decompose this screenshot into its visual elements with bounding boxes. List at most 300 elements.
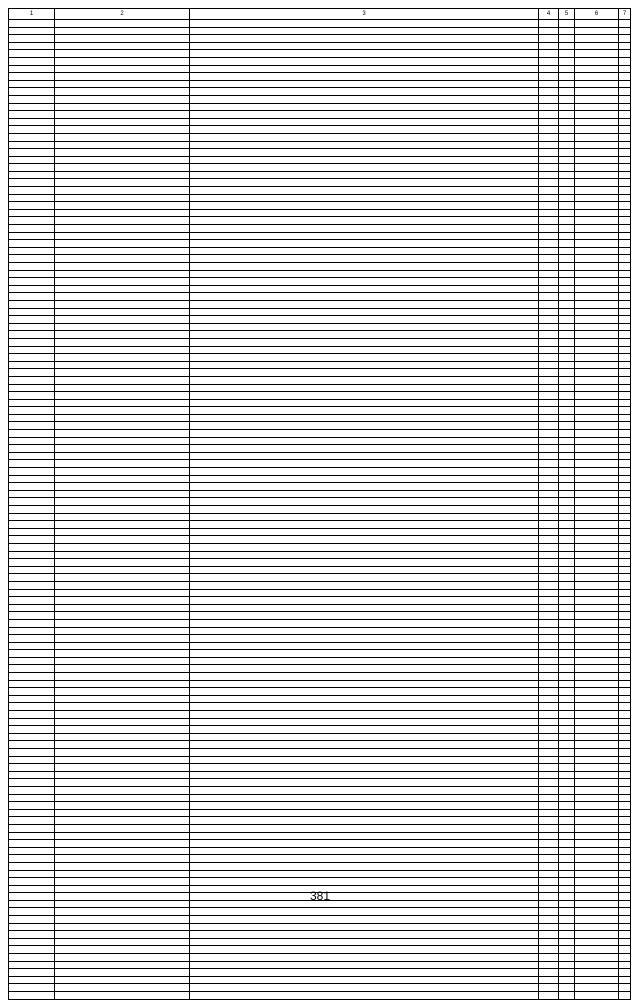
table-cell: [55, 908, 190, 916]
table-cell: [9, 581, 55, 589]
table-cell: [55, 437, 190, 445]
table-cell: [9, 680, 55, 688]
table-cell: [9, 498, 55, 506]
table-cell: [619, 528, 631, 536]
table-cell: [559, 688, 575, 696]
table-cell: [9, 703, 55, 711]
table-cell: [190, 293, 539, 301]
table-row: [9, 543, 631, 551]
table-cell: [619, 680, 631, 688]
table-cell: [619, 657, 631, 665]
table-cell: [55, 938, 190, 946]
table-cell: [9, 217, 55, 225]
table-cell: [190, 840, 539, 848]
table-cell: [55, 878, 190, 886]
table-cell: [9, 802, 55, 810]
table-cell: [9, 133, 55, 141]
table-cell: [619, 536, 631, 544]
table-cell: [190, 794, 539, 802]
table-cell: [619, 718, 631, 726]
table-cell: [190, 536, 539, 544]
table-cell: [55, 597, 190, 605]
table-row: [9, 794, 631, 802]
table-cell: [55, 430, 190, 438]
table-cell: [619, 361, 631, 369]
table-cell: [190, 726, 539, 734]
table-cell: [55, 574, 190, 582]
table-row: [9, 711, 631, 719]
table-cell: [619, 946, 631, 954]
table-row: [9, 255, 631, 263]
table-cell: [55, 824, 190, 832]
table-row: [9, 331, 631, 339]
table-cell: [575, 384, 619, 392]
table-cell: [619, 840, 631, 848]
table-cell: [539, 840, 559, 848]
table-cell: [619, 255, 631, 263]
table-cell: [55, 832, 190, 840]
table-cell: [9, 42, 55, 50]
table-cell: [619, 187, 631, 195]
table-cell: [55, 460, 190, 468]
table-cell: [190, 862, 539, 870]
table-row: [9, 597, 631, 605]
table-cell: [575, 992, 619, 1000]
table-row: [9, 57, 631, 65]
table-cell: [539, 133, 559, 141]
table-cell: [9, 673, 55, 681]
table-cell: [190, 376, 539, 384]
table-cell: [539, 786, 559, 794]
table-cell: [539, 293, 559, 301]
table-cell: [9, 460, 55, 468]
table-cell: [559, 369, 575, 377]
table-cell: [539, 589, 559, 597]
table-cell: [575, 824, 619, 832]
table-cell: [539, 392, 559, 400]
table-cell: [619, 414, 631, 422]
table-cell: [9, 619, 55, 627]
table-cell: [575, 80, 619, 88]
page-number: 381: [309, 889, 331, 903]
table-cell: [575, 111, 619, 119]
table-cell: [619, 118, 631, 126]
table-cell: [190, 430, 539, 438]
table-cell: [619, 149, 631, 157]
table-cell: [539, 756, 559, 764]
table-cell: [539, 399, 559, 407]
table-cell: [575, 870, 619, 878]
table-cell: [55, 931, 190, 939]
table-cell: [190, 817, 539, 825]
table-cell: [55, 589, 190, 597]
table-cell: [575, 581, 619, 589]
table-cell: [539, 179, 559, 187]
table-cell: [9, 809, 55, 817]
table-cell: [9, 27, 55, 35]
table-cell: [539, 20, 559, 28]
table-cell: [190, 483, 539, 491]
table-cell: [619, 855, 631, 863]
table-cell: [619, 346, 631, 354]
table-cell: [190, 57, 539, 65]
table-row: [9, 95, 631, 103]
table-cell: [9, 399, 55, 407]
table-cell: [9, 179, 55, 187]
table-row: [9, 847, 631, 855]
table-row: [9, 460, 631, 468]
table-cell: [55, 187, 190, 195]
table-cell: [55, 513, 190, 521]
table-cell: [190, 855, 539, 863]
table-cell: [9, 392, 55, 400]
table-cell: [9, 376, 55, 384]
table-cell: [539, 612, 559, 620]
table-cell: [190, 392, 539, 400]
table-cell: [539, 832, 559, 840]
table-cell: [559, 65, 575, 73]
table-cell: [9, 35, 55, 43]
table-cell: [55, 475, 190, 483]
table-cell: [559, 217, 575, 225]
table-row: [9, 749, 631, 757]
table-cell: [55, 202, 190, 210]
table-cell: [55, 726, 190, 734]
table-row: [9, 149, 631, 157]
table-row: [9, 695, 631, 703]
table-cell: [9, 338, 55, 346]
table-cell: [9, 695, 55, 703]
table-cell: [9, 452, 55, 460]
table-cell: [539, 42, 559, 50]
table-cell: [190, 179, 539, 187]
table-row: [9, 278, 631, 286]
table-cell: [575, 786, 619, 794]
table-cell: [619, 878, 631, 886]
table-cell: [55, 916, 190, 924]
table-cell: [55, 802, 190, 810]
table-cell: [9, 521, 55, 529]
table-cell: [190, 103, 539, 111]
table-cell: [9, 536, 55, 544]
table-cell: [190, 285, 539, 293]
table-cell: [55, 285, 190, 293]
table-cell: [619, 574, 631, 582]
table-cell: [619, 42, 631, 50]
table-cell: [559, 247, 575, 255]
table-cell: [575, 536, 619, 544]
table-row: [9, 50, 631, 58]
table-cell: [575, 468, 619, 476]
table-row: [9, 627, 631, 635]
table-cell: [559, 969, 575, 977]
table-cell: [619, 786, 631, 794]
table-row: [9, 171, 631, 179]
table-cell: [55, 650, 190, 658]
table-cell: [575, 938, 619, 946]
table-cell: [539, 103, 559, 111]
table-cell: [55, 969, 190, 977]
table-cell: [619, 703, 631, 711]
table-row: [9, 938, 631, 946]
table-cell: [55, 536, 190, 544]
table-cell: [55, 209, 190, 217]
table-cell: [55, 688, 190, 696]
table-cell: [190, 976, 539, 984]
table-cell: [55, 506, 190, 514]
table-cell: [559, 437, 575, 445]
table-cell: [539, 338, 559, 346]
table-cell: [9, 187, 55, 195]
table-cell: [55, 954, 190, 962]
table-cell: [619, 354, 631, 362]
table-cell: [190, 802, 539, 810]
table-cell: [9, 103, 55, 111]
table-row: [9, 657, 631, 665]
table-cell: [539, 809, 559, 817]
table-cell: [55, 240, 190, 248]
table-cell: [559, 42, 575, 50]
table-cell: [55, 65, 190, 73]
table-cell: [619, 764, 631, 772]
table-cell: [575, 931, 619, 939]
table-cell: [559, 764, 575, 772]
table-cell: [575, 984, 619, 992]
table-cell: [575, 27, 619, 35]
table-cell: [9, 840, 55, 848]
table-cell: [619, 285, 631, 293]
table-cell: [619, 50, 631, 58]
table-cell: [55, 528, 190, 536]
table-cell: [559, 263, 575, 271]
table-cell: [9, 604, 55, 612]
table-cell: [9, 255, 55, 263]
table-cell: [9, 209, 55, 217]
table-cell: [190, 498, 539, 506]
table-cell: [539, 559, 559, 567]
table-cell: [190, 589, 539, 597]
table-row: [9, 733, 631, 741]
table-cell: [9, 354, 55, 362]
table-row: [9, 581, 631, 589]
table-cell: [190, 42, 539, 50]
table-cell: [9, 870, 55, 878]
table-cell: [619, 756, 631, 764]
table-cell: [539, 217, 559, 225]
table-row: [9, 217, 631, 225]
table-cell: [539, 817, 559, 825]
table-cell: [190, 80, 539, 88]
table-cell: [575, 832, 619, 840]
table-cell: [539, 976, 559, 984]
table-cell: [539, 695, 559, 703]
table-cell: [190, 718, 539, 726]
table-cell: [190, 870, 539, 878]
table-cell: [9, 650, 55, 658]
table-cell: [559, 232, 575, 240]
table-cell: [9, 346, 55, 354]
table-cell: [9, 938, 55, 946]
table-cell: [619, 316, 631, 324]
table-cell: [619, 194, 631, 202]
table-cell: [190, 764, 539, 772]
table-cell: [619, 642, 631, 650]
table-cell: [619, 847, 631, 855]
table-cell: [190, 521, 539, 529]
table-row: [9, 430, 631, 438]
table-cell: [575, 543, 619, 551]
table-cell: [9, 794, 55, 802]
table-row: [9, 528, 631, 536]
table-cell: [539, 300, 559, 308]
table-cell: [575, 209, 619, 217]
table-cell: [9, 946, 55, 954]
table-cell: [55, 741, 190, 749]
table-cell: [559, 118, 575, 126]
register-page: [8, 8, 630, 892]
table-row: [9, 688, 631, 696]
table-cell: [55, 164, 190, 172]
table-row: [9, 574, 631, 582]
table-cell: [539, 118, 559, 126]
table-cell: [575, 399, 619, 407]
table-cell: [9, 711, 55, 719]
table-cell: [9, 171, 55, 179]
table-cell: [190, 445, 539, 453]
table-cell: [575, 855, 619, 863]
column-number: 5: [559, 9, 575, 20]
table-cell: [619, 27, 631, 35]
table-cell: [9, 285, 55, 293]
table-cell: [575, 665, 619, 673]
table-cell: [190, 984, 539, 992]
table-row: [9, 862, 631, 870]
table-cell: [9, 969, 55, 977]
table-row: [9, 88, 631, 96]
table-cell: [539, 490, 559, 498]
table-cell: [55, 490, 190, 498]
table-cell: [539, 642, 559, 650]
table-cell: [575, 657, 619, 665]
table-cell: [539, 202, 559, 210]
table-cell: [619, 581, 631, 589]
table-cell: [539, 528, 559, 536]
table-cell: [575, 627, 619, 635]
table-row: [9, 878, 631, 886]
table-cell: [539, 551, 559, 559]
table-cell: [539, 376, 559, 384]
table-cell: [539, 969, 559, 977]
table-cell: [559, 133, 575, 141]
table-cell: [55, 263, 190, 271]
table-cell: [539, 673, 559, 681]
table-cell: [539, 384, 559, 392]
table-cell: [559, 240, 575, 248]
table-row: [9, 240, 631, 248]
table-cell: [559, 984, 575, 992]
table-cell: [575, 589, 619, 597]
table-cell: [539, 255, 559, 263]
table-cell: [9, 263, 55, 271]
table-cell: [559, 931, 575, 939]
table-cell: [190, 612, 539, 620]
table-cell: [539, 263, 559, 271]
table-cell: [190, 300, 539, 308]
register-table: [8, 8, 631, 1000]
table-cell: [55, 171, 190, 179]
table-cell: [619, 437, 631, 445]
table-cell: [9, 559, 55, 567]
table-row: [9, 824, 631, 832]
table-cell: [619, 673, 631, 681]
table-cell: [575, 506, 619, 514]
table-cell: [619, 111, 631, 119]
table-cell: [575, 171, 619, 179]
table-cell: [619, 619, 631, 627]
table-cell: [190, 316, 539, 324]
table-cell: [575, 118, 619, 126]
table-cell: [190, 711, 539, 719]
table-cell: [190, 969, 539, 977]
table-row: [9, 566, 631, 574]
table-cell: [559, 832, 575, 840]
table-cell: [9, 361, 55, 369]
table-cell: [539, 88, 559, 96]
table-cell: [9, 164, 55, 172]
table-cell: [190, 703, 539, 711]
table-row: [9, 680, 631, 688]
table-cell: [619, 938, 631, 946]
table-cell: [539, 855, 559, 863]
table-cell: [9, 832, 55, 840]
table-row: [9, 20, 631, 28]
table-cell: [190, 931, 539, 939]
table-cell: [559, 733, 575, 741]
table-cell: [575, 50, 619, 58]
table-cell: [55, 855, 190, 863]
table-cell: [539, 931, 559, 939]
table-row: [9, 650, 631, 658]
table-cell: [559, 878, 575, 886]
table-cell: [55, 976, 190, 984]
table-cell: [575, 225, 619, 233]
table-cell: [575, 475, 619, 483]
table-cell: [190, 240, 539, 248]
table-cell: [539, 126, 559, 134]
table-cell: [575, 103, 619, 111]
table-row: [9, 316, 631, 324]
table-cell: [559, 361, 575, 369]
table-cell: [55, 756, 190, 764]
table-cell: [575, 711, 619, 719]
table-cell: [575, 498, 619, 506]
table-row: [9, 392, 631, 400]
table-cell: [9, 824, 55, 832]
table-cell: [619, 984, 631, 992]
table-cell: [55, 407, 190, 415]
table-cell: [9, 862, 55, 870]
table-cell: [619, 171, 631, 179]
table-cell: [190, 635, 539, 643]
table-cell: [619, 445, 631, 453]
table-cell: [539, 764, 559, 772]
table-cell: [539, 862, 559, 870]
table-cell: [559, 498, 575, 506]
table-row: [9, 384, 631, 392]
table-cell: [559, 528, 575, 536]
table-cell: [9, 118, 55, 126]
table-cell: [190, 992, 539, 1000]
